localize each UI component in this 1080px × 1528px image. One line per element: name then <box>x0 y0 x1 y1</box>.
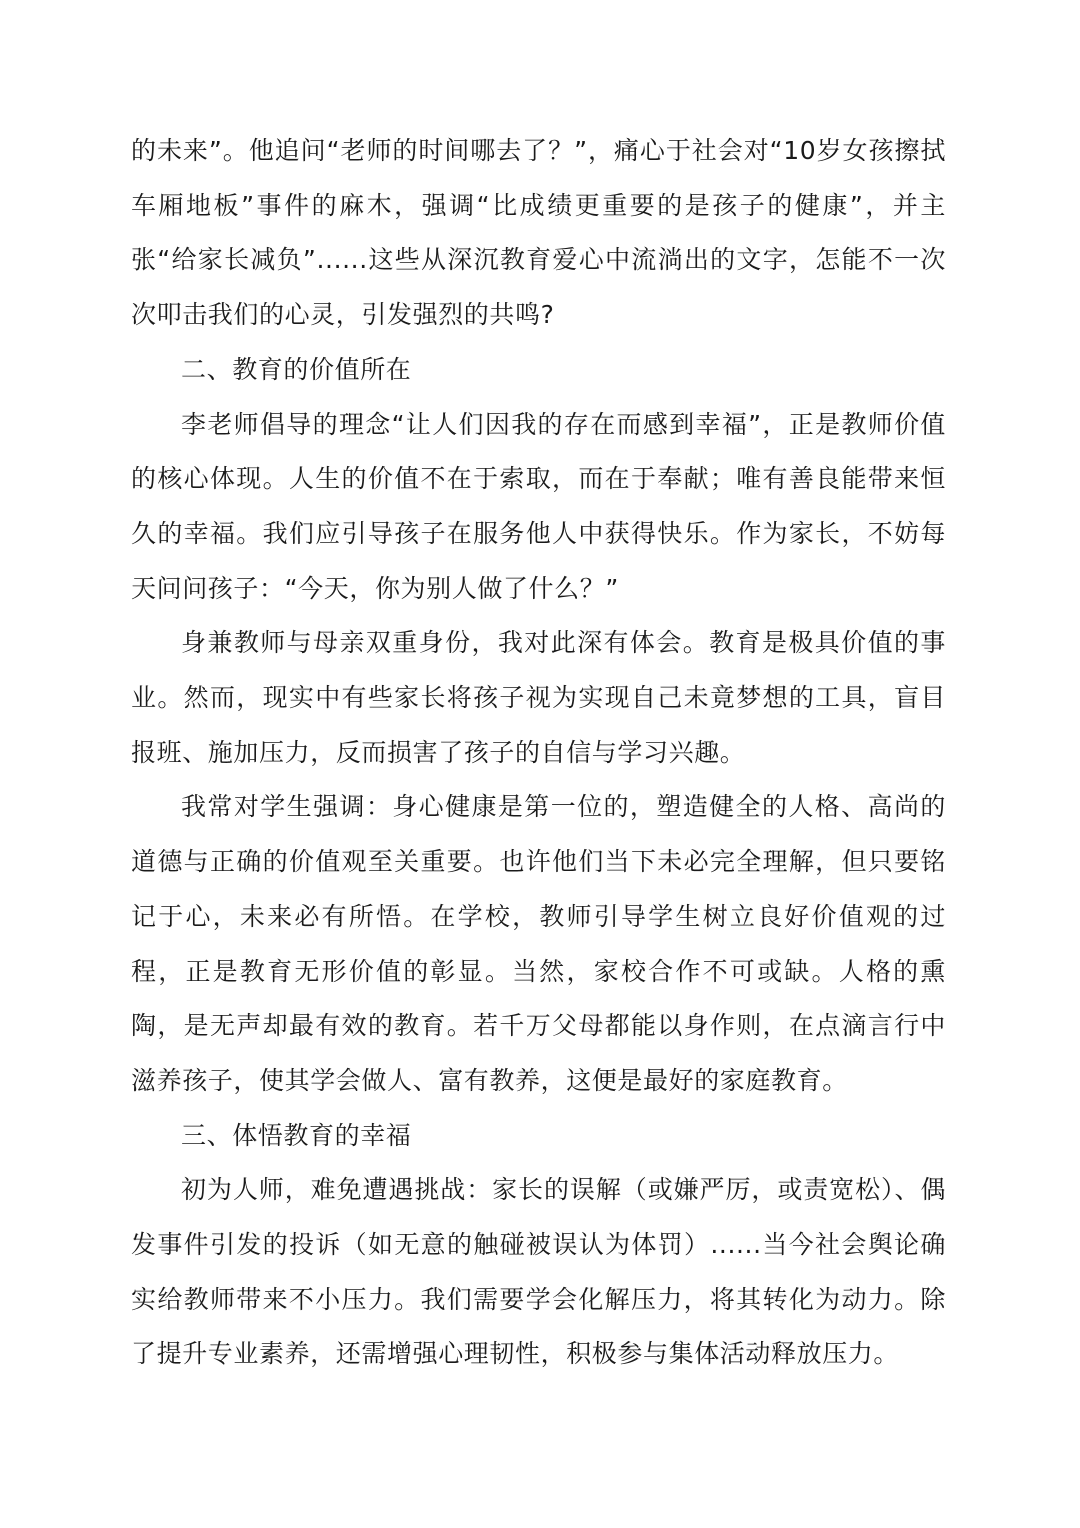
paragraph: 我常对学生强调：身心健康是第一位的，塑造健全的人格、高尚的道德与正确的价值观至关重要。也许他们当下未必完全理解，但只要铭记于心，未来必有所悟。在学校，教师引导学生树立良好价值观的过程，正是教育无形价值的彰显。当然，家校合作不可或缺。人格的熏陶，是无声却最有效的教育。若千万父母都能以身作则，在点滴言行中滋养孩子，使其学会做人、富有教养，这便是最好的家庭教育。 <box>131 792 946 1095</box>
paragraph: 初为人师，难免遭遇挑战：家长的误解（或嫌严厉，或责宽松）、偶发事件引发的投诉（如无意的触碰被误认为体罚）......当今社会舆论确实给教师带来不小压力。我们需要学会化解压力，将其转化为动力。除了提升专业素养，还需增强心理韧性，积极参与集体活动释放压力。 <box>131 1175 946 1369</box>
section-heading-2: 二、教育的价值所在 <box>181 354 412 384</box>
paragraph: 身兼教师与母亲双重身份，我对此深有体会。教育是极具价值的事业。然而，现实中有些家长将孩子视为实现自己未竟梦想的工具，盲目报班、施加压力，反而损害了孩子的自信与学习兴趣。 <box>131 628 946 767</box>
paragraph: 李老师倡导的理念“让人们因我的存在而感到幸福”，正是教师价值的核心体现。人生的价值不在于索取，而在于奉献；唯有善良能带来恒久的幸福。我们应引导孩子在服务他人中获得快乐。作为家长，不妨每天问问孩子：“今天，你为别人做了什么？” <box>131 409 946 603</box>
section-heading-3: 三、体悟教育的幸福 <box>181 1120 412 1150</box>
document-body <box>131 124 946 1382</box>
paragraph-continuation: 的未来”。他追问“老师的时间哪去了？”，痛心于社会对“10岁女孩擦拭车厢地板”事件的麻木，强调“比成绩更重要的是孩子的健康”，并主张“给家长减负”......这些从深沉教育爱心中流淌出的文字，怎能不一次次叩击我们的心灵，引发强烈的共鸣? <box>131 136 946 330</box>
